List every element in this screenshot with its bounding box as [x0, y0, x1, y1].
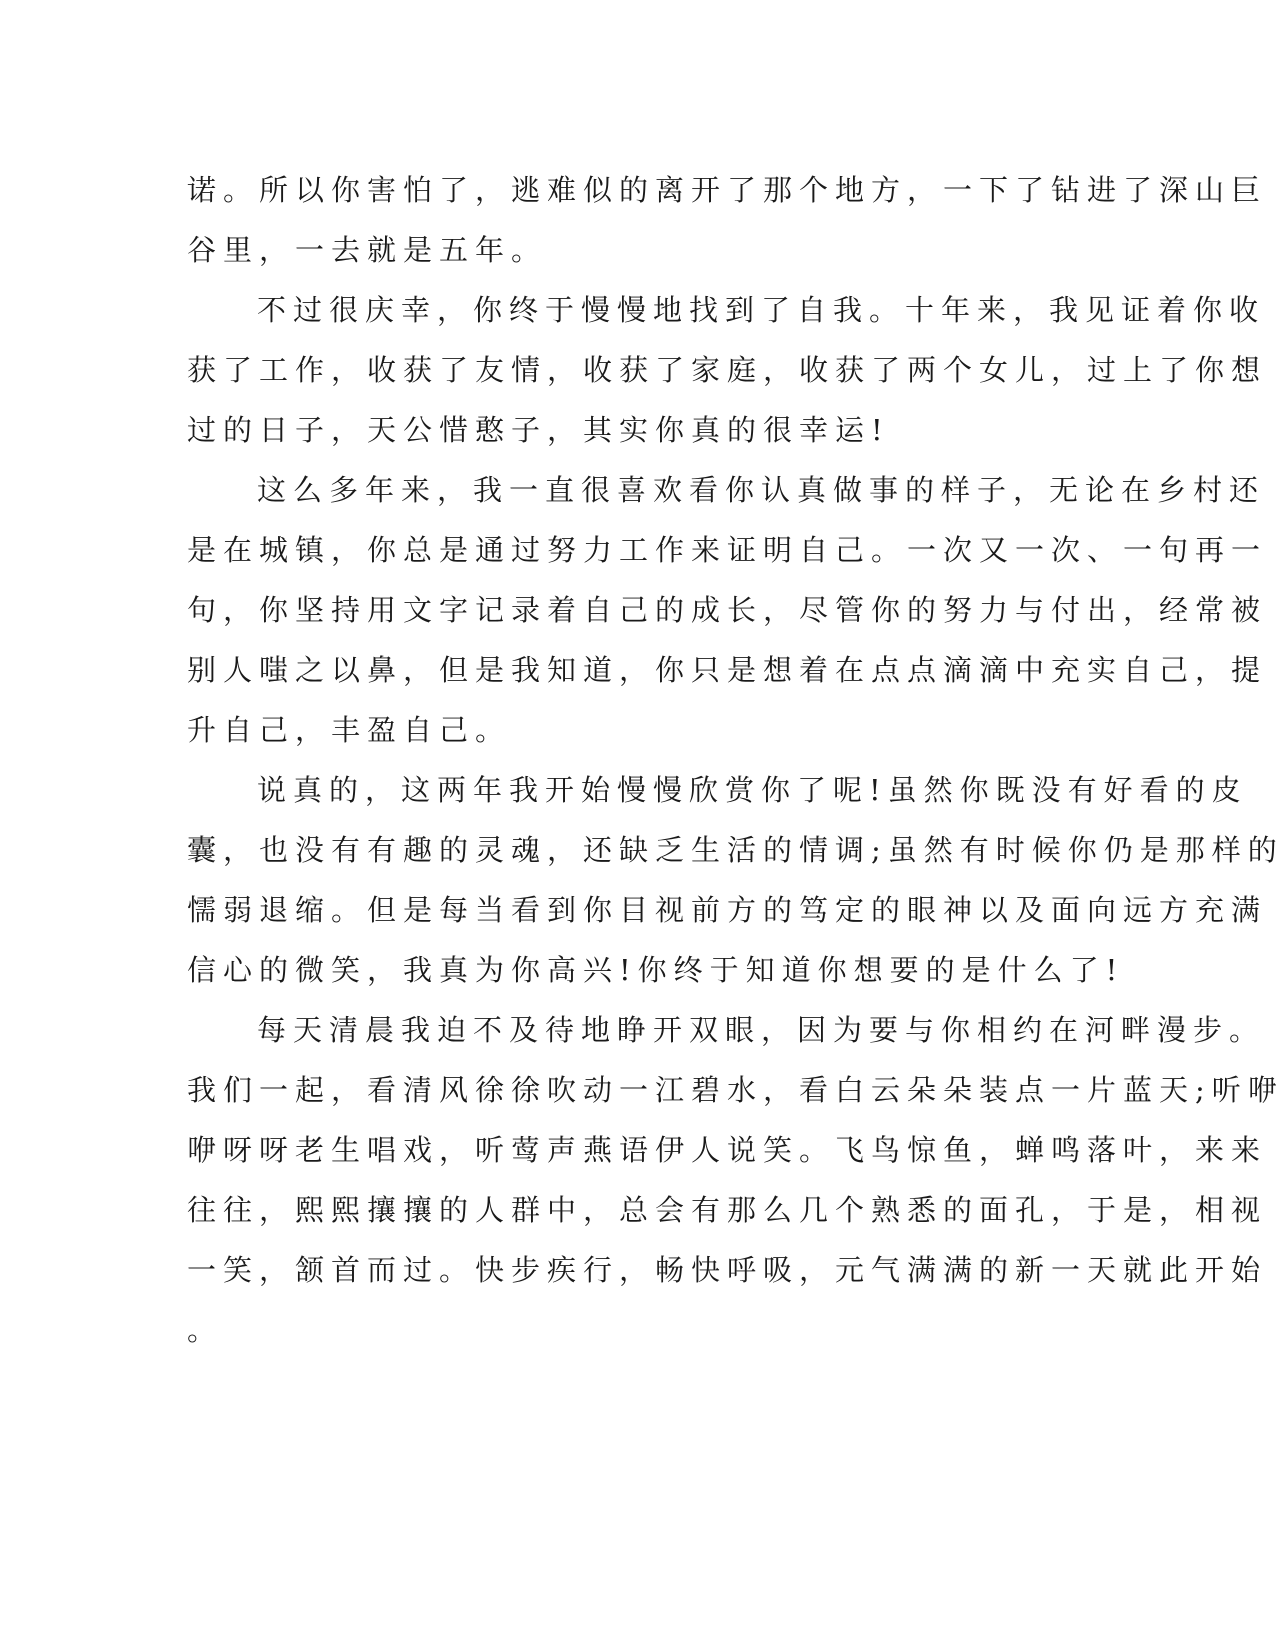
- paragraph-start-line: 每天清晨我迫不及待地睁开双眼，因为要与你相约在河畔漫步。: [257, 1013, 1266, 1047]
- text-line: 是在城镇，你总是通过努力工作来证明自己。一次又一次、一句再一: [187, 533, 1268, 567]
- body-text: [187, 160, 1284, 1360]
- text-line: 谷里，一去就是五年。: [187, 233, 548, 267]
- text-line: 句，你坚持用文字记录着自己的成长，尽管你的努力与付出，经常被: [187, 593, 1268, 627]
- text-line: 升自己，丰盈自己。: [187, 713, 512, 747]
- text-line: 我们一起，看清风徐徐吹动一江碧水，看白云朵朵装点一片蓝天;听咿: [187, 1073, 1284, 1107]
- text-line: 诺。所以你害怕了，逃难似的离开了那个地方，一下了钻进了深山巨: [187, 173, 1268, 207]
- paragraph-start-line: 这么多年来，我一直很喜欢看你认真做事的样子，无论在乡村还: [257, 473, 1266, 507]
- text-line: 懦弱退缩。但是每当看到你目视前方的笃定的眼神以及面向远方充满: [187, 893, 1268, 927]
- text-line: 往往，熙熙攘攘的人群中，总会有那么几个熟悉的面孔，于是，相视: [187, 1193, 1268, 1227]
- text-line: 信心的微笑，我真为你高兴!你终于知道你想要的是什么了!: [187, 953, 1125, 987]
- text-line: 一笑，颔首而过。快步疾行，畅快呼吸，元气满满的新一天就此开始: [187, 1253, 1268, 1287]
- paragraph-start-line: 说真的，这两年我开始慢慢欣赏你了呢!虽然你既没有好看的皮: [257, 773, 1248, 807]
- text-line: 。: [187, 1313, 224, 1347]
- text-line: 囊，也没有有趣的灵魂，还缺乏生活的情调;虽然有时候你仍是那样的: [187, 833, 1284, 867]
- text-line: 咿呀呀老生唱戏，听莺声燕语伊人说笑。飞鸟惊鱼，蝉鸣落叶，来来: [187, 1133, 1268, 1167]
- text-line: 过的日子，天公惜憨子，其实你真的很幸运!: [187, 413, 890, 447]
- text-line: 别人嗤之以鼻，但是我知道，你只是想着在点点滴滴中充实自己，提: [187, 653, 1268, 687]
- text-line: 获了工作，收获了友情，收获了家庭，收获了两个女儿，过上了你想: [187, 353, 1268, 387]
- paragraph-start-line: 不过很庆幸，你终于慢慢地找到了自我。十年来，我见证着你收: [257, 293, 1266, 327]
